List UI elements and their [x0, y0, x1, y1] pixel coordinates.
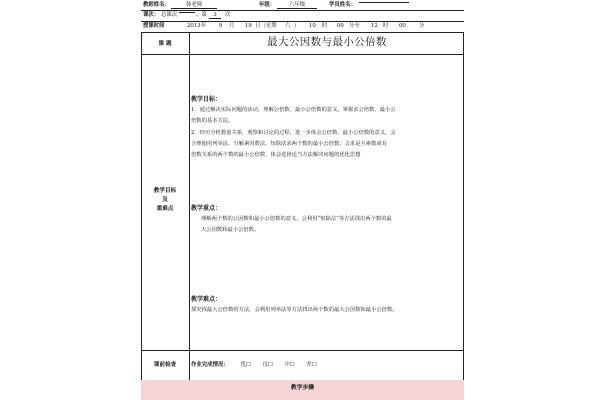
key-points-line-1: 理解两个数的公因数和最小公倍数的意义，会利用“短除法”等方法找出两个数的最 — [201, 216, 392, 223]
difficult-points-line-1: 探究找最大公倍数的方法，会利用列举法等方法找出两个数的最大公因数和最小公倍数。 — [191, 307, 398, 314]
lesson-total-prefix: 总课次 — [161, 12, 178, 18]
end-hour: 12 — [371, 23, 378, 29]
homework-check — [191, 360, 317, 370]
goals-label-line-2: 及 — [162, 197, 168, 203]
weekday-close: ） — [294, 23, 300, 29]
lesson-suffix: 次 — [225, 12, 231, 18]
objective-1-line-2: 倍数的基本方法。 — [191, 118, 234, 125]
header-row-lesson — [141, 10, 464, 21]
header-row-teacher — [141, 0, 464, 10]
goals-label — [141, 187, 189, 214]
goals-label-line-1: 教学目标 — [153, 188, 177, 194]
objective-2-line-1: 2．经历分析数量关系，观察和讨论的过程，进一步体会公倍数、最小公倍数的意义，会 — [191, 129, 396, 136]
lesson-label: 课次： — [143, 12, 160, 18]
hour-unit-start: 时 — [322, 23, 328, 29]
time-year: 2013 — [187, 23, 201, 29]
key-points-line-2: 大公因数和最小公倍数。 — [201, 227, 260, 234]
day-unit: 日（星期 — [255, 23, 277, 29]
option-fair[interactable]: 中☐ — [284, 362, 295, 368]
option-good[interactable]: 良☐ — [262, 362, 273, 368]
grade-value: 六年级 — [277, 2, 317, 9]
goals-content — [191, 94, 456, 161]
objective-1-line-1: 1．通过解决实际问题的活动，理解公倍数、最小公倍数的意义，掌握求公倍数、最小公 — [191, 107, 396, 114]
option-excellent[interactable]: 优☐ — [240, 362, 251, 368]
objectives-heading: 教学目标： — [191, 96, 222, 103]
start-minute: 00 — [337, 23, 344, 29]
weekday: 六 — [285, 23, 291, 29]
difficult-points-content — [191, 294, 456, 316]
lesson-total-value — [179, 12, 195, 13]
teacher-name: 韩老师 — [171, 2, 217, 9]
difficult-points-heading: 教学难点： — [191, 296, 222, 303]
year-unit: 年 — [201, 23, 207, 29]
lesson-current-value: 3 — [209, 12, 221, 19]
hour-unit-end: 时 — [383, 23, 389, 29]
key-points-heading: 教学重点： — [191, 205, 222, 212]
steps-label: 教学步骤 — [290, 385, 315, 391]
lesson-title: 最大公因数与最小公倍数 — [267, 36, 387, 48]
goals-label-line-3: 重难点 — [156, 206, 174, 212]
teacher-label: 教师姓名： — [143, 2, 170, 8]
objective-2-line-2: 合理使用列举法、分解素因数法、短除法求两个数的最小公倍数；会求是互素数或有 — [191, 140, 387, 147]
time-label: 授课时间 — [143, 23, 165, 29]
objective-2-line-3: 倍数关系的两个数的最小公倍数，体会选择适当方法解决问题的优化思想 — [191, 152, 361, 159]
check-label: 课前检查 — [153, 362, 177, 368]
key-points-content — [191, 203, 456, 237]
time-day: 19 — [245, 23, 252, 29]
option-poor[interactable]: 差☐ — [306, 362, 317, 368]
homework-check-text: 作业完成情况： — [191, 362, 229, 368]
lesson-current-prefix: 、第 — [196, 12, 207, 18]
time-month: 9 — [219, 23, 223, 29]
minute-to: 分至 — [349, 23, 360, 29]
student-name — [359, 2, 409, 3]
topic-label: 课 题 — [158, 41, 172, 47]
start-hour: 10 — [309, 23, 316, 29]
end-minute: 00 — [399, 23, 406, 29]
lesson-table — [141, 32, 464, 400]
month-unit: 月 — [229, 23, 235, 29]
grade-label: 年级： — [259, 2, 276, 8]
student-label: 学员姓名： — [329, 2, 356, 8]
minute-unit: 分 — [419, 23, 425, 29]
header-row-time — [141, 21, 464, 32]
lesson-plan-sheet — [141, 0, 464, 400]
